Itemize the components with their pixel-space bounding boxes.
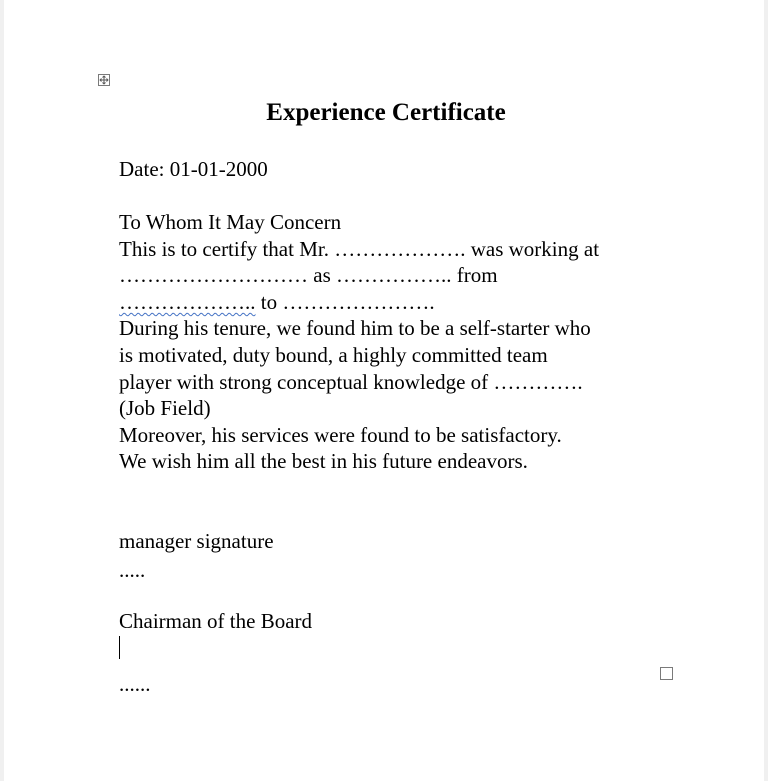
manager-signature-dots: ..... bbox=[119, 558, 146, 582]
table-resize-handle-icon[interactable] bbox=[660, 667, 673, 680]
text-cursor bbox=[119, 636, 120, 659]
body-line-4: During his tenure, we found him to be a self-starter who bbox=[119, 316, 591, 340]
body-line-5: is motivated, duty bound, a highly committed team bbox=[119, 343, 548, 367]
body-line-3-rest: to …………………. bbox=[255, 290, 435, 314]
spelling-squiggle: ……………….. bbox=[119, 290, 256, 314]
body-line-1: This is to certify that Mr. ………………. was working at bbox=[119, 237, 600, 261]
body-line-8: Moreover, his services were found to be satisfactory. bbox=[119, 423, 562, 447]
table-move-handle-icon[interactable] bbox=[98, 74, 110, 86]
body-line-3 bbox=[119, 289, 435, 315]
body-line-7: (Job Field) bbox=[119, 396, 211, 420]
body-line-6: player with strong conceptual knowledge of …………. bbox=[119, 370, 583, 394]
chairman-dots: ...... bbox=[119, 672, 151, 696]
body-line-9: We wish him all the best in his future endeavors. bbox=[119, 449, 528, 473]
salutation: To Whom It May Concern bbox=[119, 210, 342, 234]
manager-signature-label: manager signature bbox=[119, 529, 274, 553]
body-line-2: ……………………… as …………….. from bbox=[119, 263, 498, 287]
page-title: Experience Certificate bbox=[266, 99, 506, 126]
date-line: Date: 01-01-2000 bbox=[119, 157, 268, 181]
chairman-label: Chairman of the Board bbox=[119, 609, 313, 633]
